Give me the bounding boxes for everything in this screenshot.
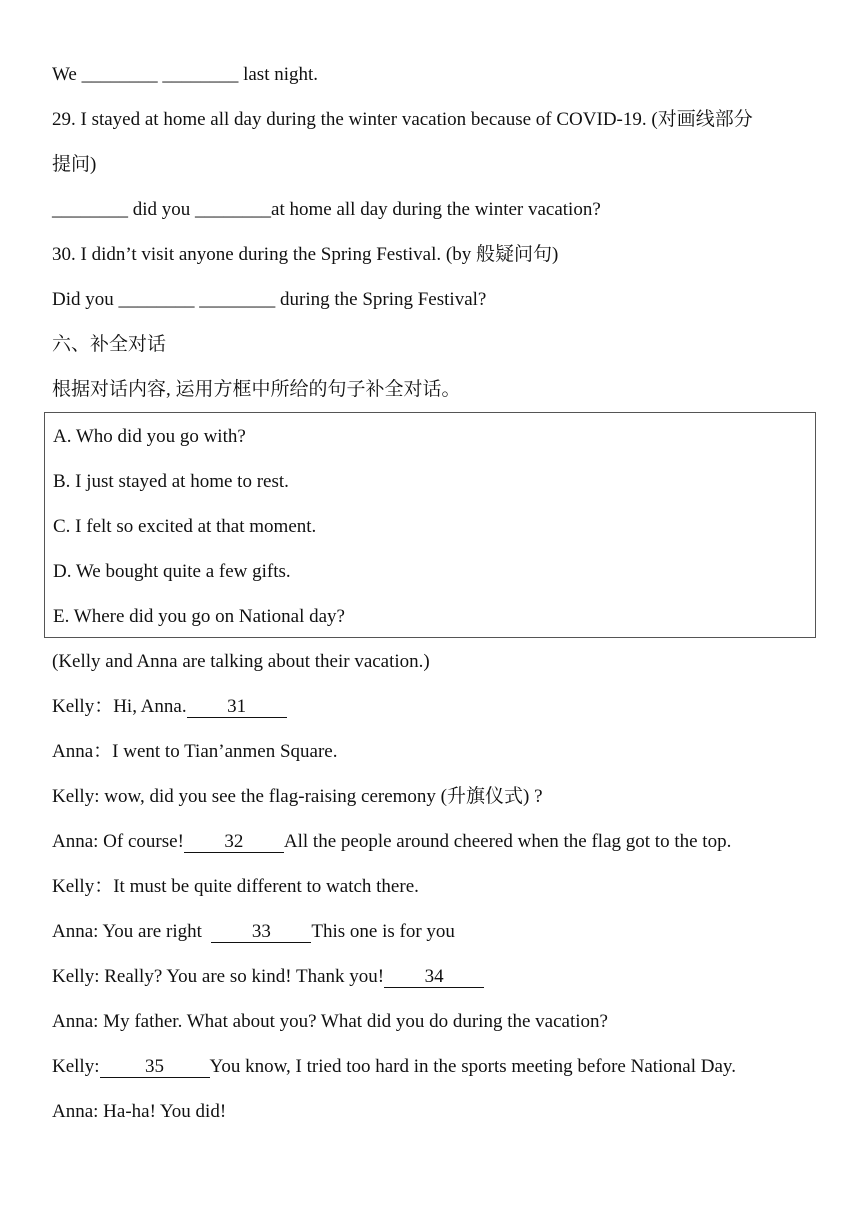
dialogue-line: Anna: My father. What about you? What did you do during the vacation? [52,1011,608,1032]
dialogue-line: Kelly：It must be quite different to watch there. [52,876,419,897]
option-b: B. I just stayed at home to rest. [53,471,289,492]
dialogue-line [52,695,287,719]
dialogue-text: All the people around cheered when the flag got to the top. [283,831,732,852]
dialogue-line [52,830,731,854]
blank-34[interactable]: 34 [384,967,484,988]
dialogue-line [52,965,484,989]
q28-answer-line: We ________ ________ last night. [52,64,319,85]
q29-prompt: 29. I stayed at home all day during the winter vacation because of COVID-19. (对画线部分 [52,109,753,130]
q30-answer-line: Did you ________ ________ during the Spring Festival? [52,289,487,310]
dialogue-text: Kelly: Really? You are so kind! Thank you! [52,966,385,987]
dialogue-line: Anna：I went to Tian’anmen Square. [52,741,338,762]
dialogue-line [52,1055,736,1079]
options-box [44,412,816,638]
blank-32[interactable]: 32 [184,832,284,853]
dialogue-text: This one is for you [311,921,455,942]
dialogue-context: (Kelly and Anna are talking about their vacation.) [52,651,430,672]
q29-answer-line: ________ did you ________at home all day during the winter vacation? [52,199,601,220]
blank-33[interactable]: 33 [211,922,311,943]
option-c: C. I felt so excited at that moment. [53,516,317,537]
q30-prompt: 30. I didn’t visit anyone during the Spring Festival. (by 般疑问句) [52,244,559,265]
dialogue-line [52,920,455,944]
dialogue-text: Anna: You are right [52,921,212,942]
section-instruction: 根据对话内容, 运用方框中所给的句子补全对话。 [52,379,461,400]
blank-31[interactable]: 31 [187,697,287,718]
blank-35[interactable]: 35 [100,1057,210,1078]
dialogue-text: Anna: Of course! [52,831,184,852]
option-e: E. Where did you go on National day? [53,606,345,627]
dialogue-line: Anna: Ha-ha! You did! [52,1101,227,1122]
option-a: A. Who did you go with? [53,426,246,447]
dialogue-text: You know, I tried too hard in the sports meeting before National Day. [209,1056,736,1077]
q29-prompt-cont: 提问) [52,154,97,175]
dialogue-text: Kelly：Hi, Anna. [52,696,187,717]
dialogue-line: Kelly: wow, did you see the flag-raising ceremony (升旗仪式) ? [52,786,543,807]
section-title: 六、补全对话 [52,334,167,355]
option-d: D. We bought quite a few gifts. [53,561,291,582]
dialogue-text: Kelly: [52,1056,100,1077]
